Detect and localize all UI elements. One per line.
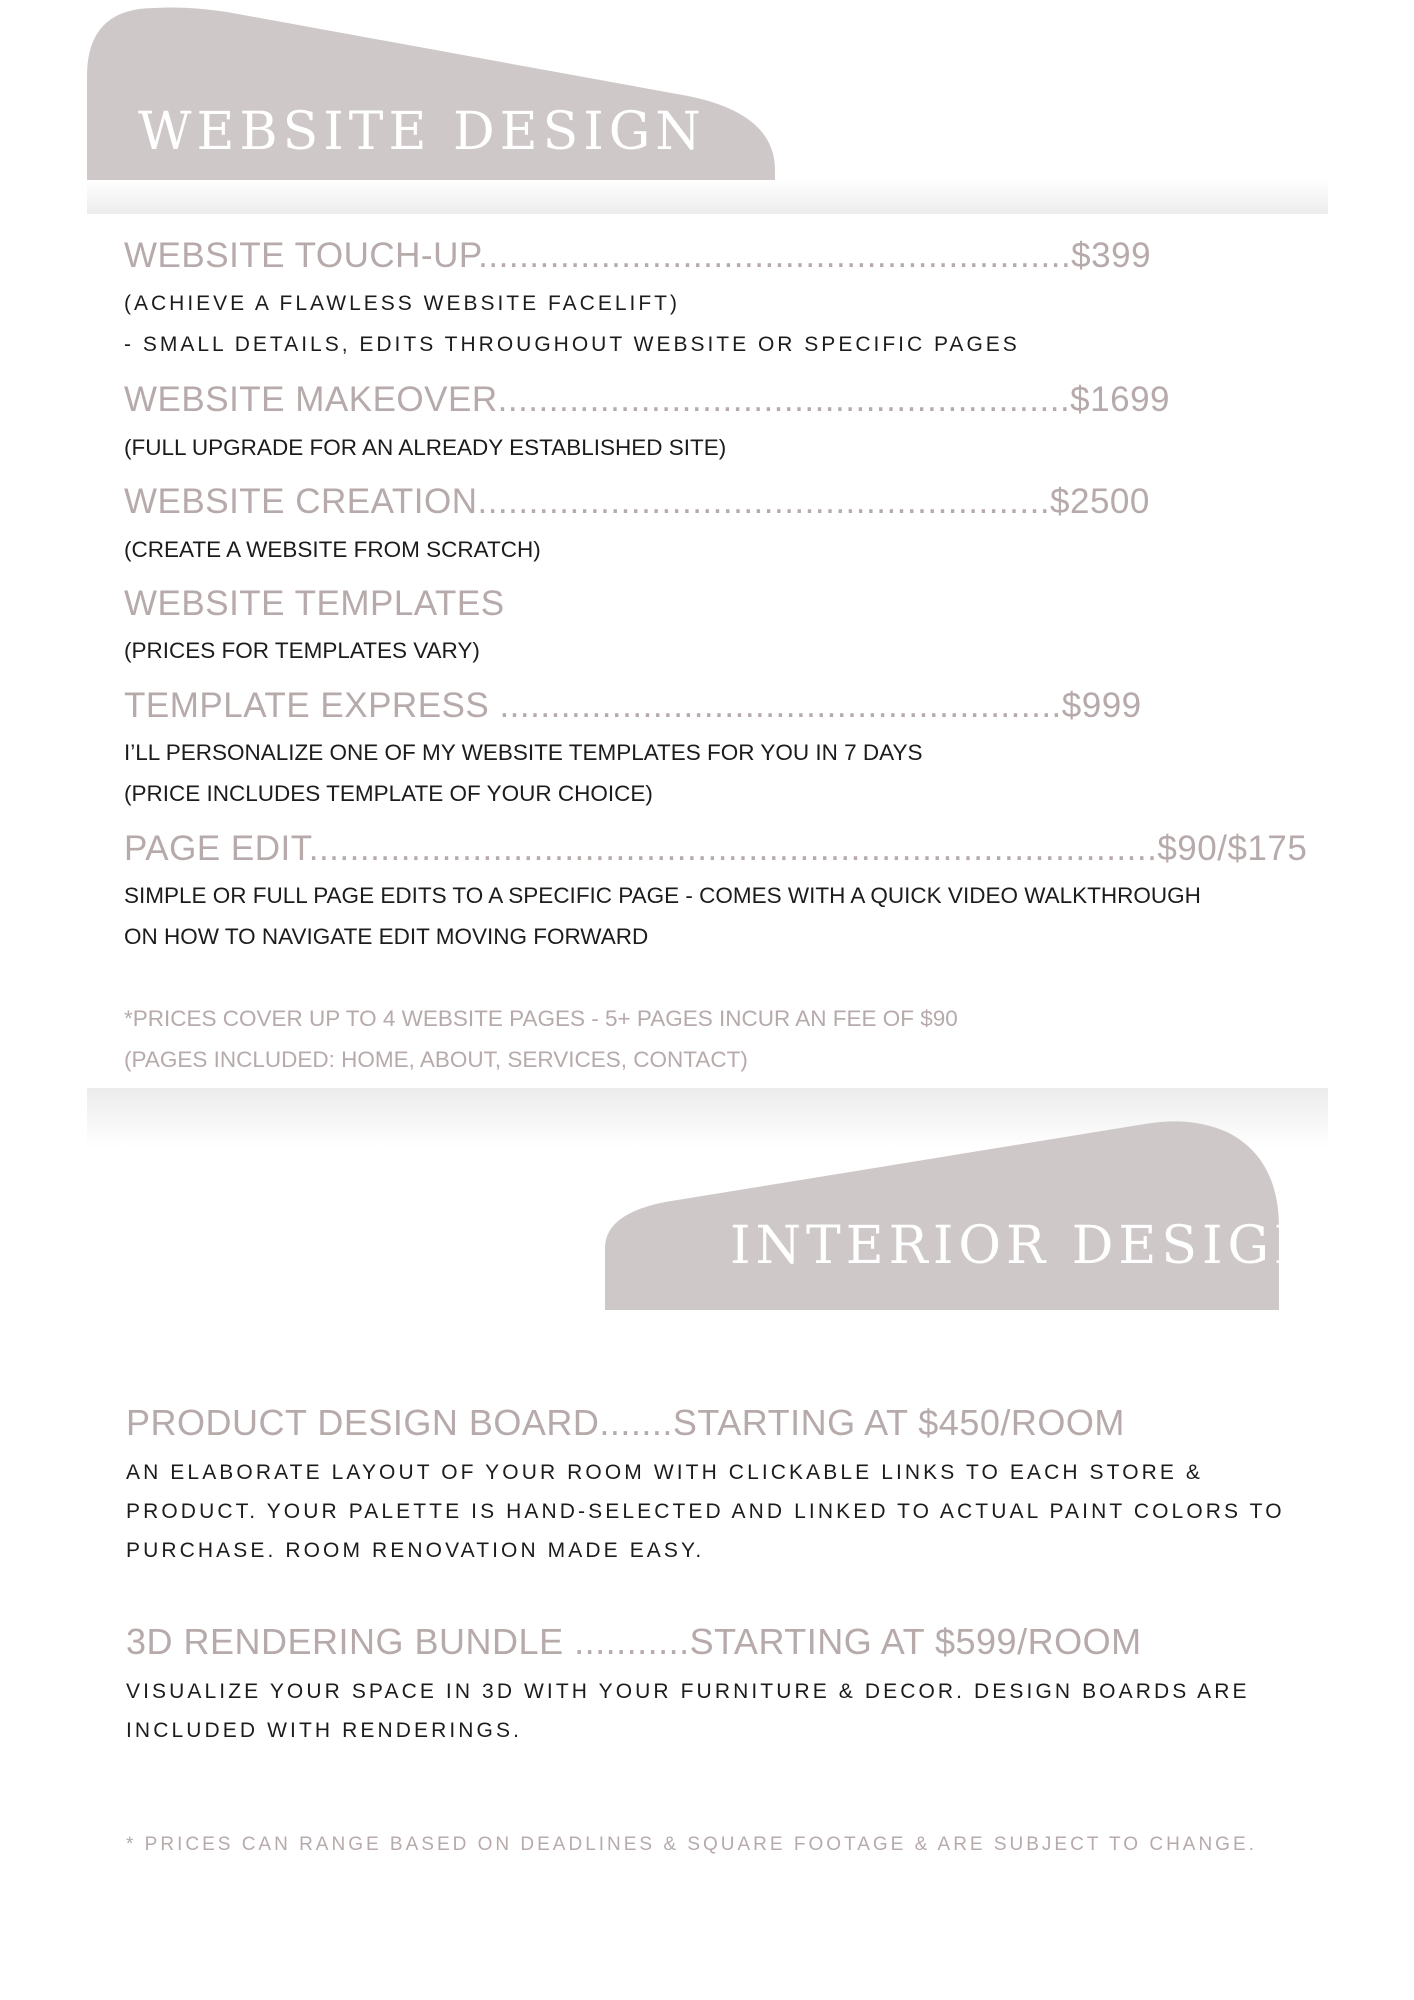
service-desc: (ACHIEVE A FLAWLESS WEBSITE FACELIFT)	[124, 292, 680, 315]
service-title-template-express: TEMPLATE EXPRESS .......................................................$999	[124, 686, 1142, 725]
service-title-templates: WEBSITE TEMPLATES	[124, 584, 505, 623]
service-desc: PURCHASE. ROOM RENOVATION MADE EASY.	[126, 1539, 705, 1562]
website-pages-note: (PAGES INCLUDED: HOME, ABOUT, SERVICES, CONTACT)	[124, 1047, 748, 1072]
service-desc: (PRICES FOR TEMPLATES VARY)	[124, 638, 480, 663]
service-desc: AN ELABORATE LAYOUT OF YOUR ROOM WITH CLICKABLE LINKS TO EACH STORE &	[126, 1461, 1204, 1484]
service-title-product-design-board: PRODUCT DESIGN BOARD.......STARTING AT $450/ROOM	[126, 1402, 1125, 1443]
website-pricing-note: *PRICES COVER UP TO 4 WEBSITE PAGES - 5+ PAGES INCUR AN FEE OF $90	[124, 1006, 958, 1031]
service-title-3d-rendering: 3D RENDERING BUNDLE ...........STARTING AT $599/ROOM	[126, 1621, 1142, 1662]
service-desc: VISUALIZE YOUR SPACE IN 3D WITH YOUR FURNITURE & DECOR. DESIGN BOARDS ARE	[126, 1680, 1250, 1703]
service-desc: - SMALL DETAILS, EDITS THROUGHOUT WEBSITE OR SPECIFIC PAGES	[124, 333, 1020, 356]
service-title-creation: WEBSITE CREATION........................................................$2500	[124, 482, 1150, 521]
service-desc: ON HOW TO NAVIGATE EDIT MOVING FORWARD	[124, 924, 649, 949]
service-title-makeover: WEBSITE MAKEOVER........................................................$1699	[124, 380, 1170, 419]
service-title-page-edit: PAGE EDIT...................................................................................$90/$175	[124, 829, 1308, 868]
top-shadow-band	[87, 180, 1328, 214]
service-desc: INCLUDED WITH RENDERINGS.	[126, 1719, 523, 1742]
service-desc: SIMPLE OR FULL PAGE EDITS TO A SPECIFIC PAGE - COMES WITH A QUICK VIDEO WALKTHROUGH	[124, 883, 1201, 908]
service-desc: (CREATE A WEBSITE FROM SCRATCH)	[124, 537, 541, 562]
service-desc: (PRICE INCLUDES TEMPLATE OF YOUR CHOICE)	[124, 781, 653, 806]
website-design-heading: WEBSITE DESIGN	[138, 102, 706, 162]
service-title-touch-up: WEBSITE TOUCH-UP..........................................................$399	[124, 236, 1152, 275]
service-desc: I’LL PERSONALIZE ONE OF MY WEBSITE TEMPLATES FOR YOU IN 7 DAYS	[124, 740, 923, 765]
interior-design-heading: INTERIOR DESIGN	[730, 1216, 1325, 1276]
interior-pricing-note: * PRICES CAN RANGE BASED ON DEADLINES & SQUARE FOOTAGE & ARE SUBJECT TO CHANGE.	[126, 1834, 1257, 1855]
interior-header-shape	[605, 1118, 1279, 1310]
service-desc: (FULL UPGRADE FOR AN ALREADY ESTABLISHED SITE)	[124, 435, 727, 460]
service-desc: PRODUCT. YOUR PALETTE IS HAND-SELECTED AND LINKED TO ACTUAL PAINT COLORS TO	[126, 1500, 1285, 1523]
